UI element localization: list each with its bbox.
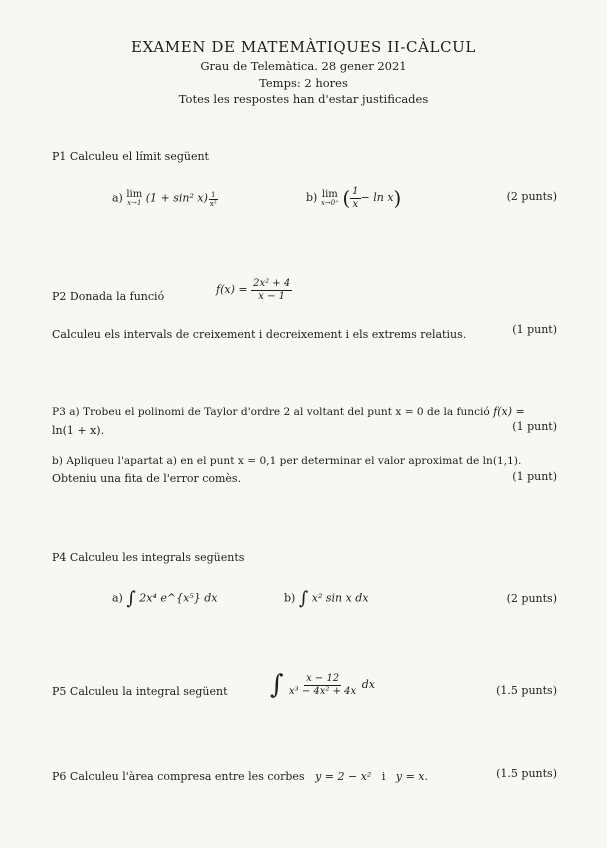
p1-points: (2 punts) [506,190,557,203]
p3-a-points: (1 punt) [512,420,557,433]
p3-b-line1: b) Apliqueu l'apartat a) en el punt x = 0,1 per determinar el valor aproximat de ln(1,1). [52,455,522,467]
p5-points: (1.5 punts) [496,684,557,697]
p1-b-label: b) [306,191,318,204]
p6-curve1: y = 2 − x² [315,770,372,783]
p4-b-label: b) [284,591,296,605]
p3-a-line1: P3 a) Trobeu el polinomi de Taylor d'ordre 2 al voltant del punt x = 0 de la funció f(x) = [52,405,525,418]
p6-statement: P6 Calculeu l'àrea compresa entre les corbes [52,770,305,783]
p6-points: (1.5 punts) [496,767,557,780]
p1-b-limit: lim x→0⁺ [320,188,339,207]
p6-conjunction: i [381,770,386,783]
p1-part-a [112,190,219,208]
p4-a-integrand: 2x⁴ e^{x⁵} dx [139,591,218,605]
p1-a-exponent: $\frac{1}{\text{x²}}$ [209,190,217,208]
exam-title: EXAMEN DE MATEMÀTIQUES II-CÀLCUL [131,38,476,56]
p2-statement: Calculeu els intervals de creixement i decreixement i els extrems relatius. [52,328,467,341]
p1-statement: P1 Calculeu el límit següent [52,150,209,163]
p1-a-limit: lim x→1 [126,189,143,207]
p1-b-rest: − ln x [360,191,394,204]
p2-points: (1 punt) [512,323,557,336]
p2-fx: f(x) = [216,283,248,296]
p1-b-fraction: $\frac{1}{x}$ [352,186,359,210]
p5-dx: dx [361,678,375,691]
exam-duration: Temps: 2 hores [259,76,348,90]
p1-a-expression: (1 + sin² x) [145,191,208,205]
p1-a-label: a) [112,191,123,205]
p4-part-b: b) ∫ x² sin x dx [284,588,369,609]
p2-function [216,278,292,302]
p4-b-integrand: x² sin x dx [311,591,369,605]
p5-fraction: $\frac{x - 12}{\text{x³ − 4x² + 4x}}$ [289,673,357,697]
p6-curve2: y = x. [395,770,428,783]
p2-intro: P2 Donada la funció [52,290,165,303]
p5-statement: P5 Calculeu la integral següent [52,685,228,698]
exam-instructions: Totes les respostes han d'estar justificades [178,92,429,106]
p5-integral: ∫ $\frac{x - 12}{\text{x³ − 4x² + 4x}}$ dx [270,670,375,700]
p3-b-points: (1 punt) [512,470,557,483]
p4-statement: P4 Calculeu les integrals següents [52,551,245,564]
p2-fraction: $\frac{\text{2x² + 4}}{x - 1}$ [253,278,291,302]
degree-date: Grau de Telemàtica. 28 gener 2021 [200,59,407,73]
p6-line [52,770,428,783]
p4-a-label: a) [112,591,123,605]
p3-b-line2: Obteniu una fita de l'error comès. [52,472,242,485]
p1-part-b: b) lim x→0⁺ ( $\frac{1}{x}$ − ln x) [306,186,402,210]
p4-points: (2 punts) [506,592,557,605]
p4-part-a: a) ∫ 2x⁴ e^{x⁵} dx [112,588,218,609]
p3-a-line2: ln(1 + x). [52,424,105,437]
